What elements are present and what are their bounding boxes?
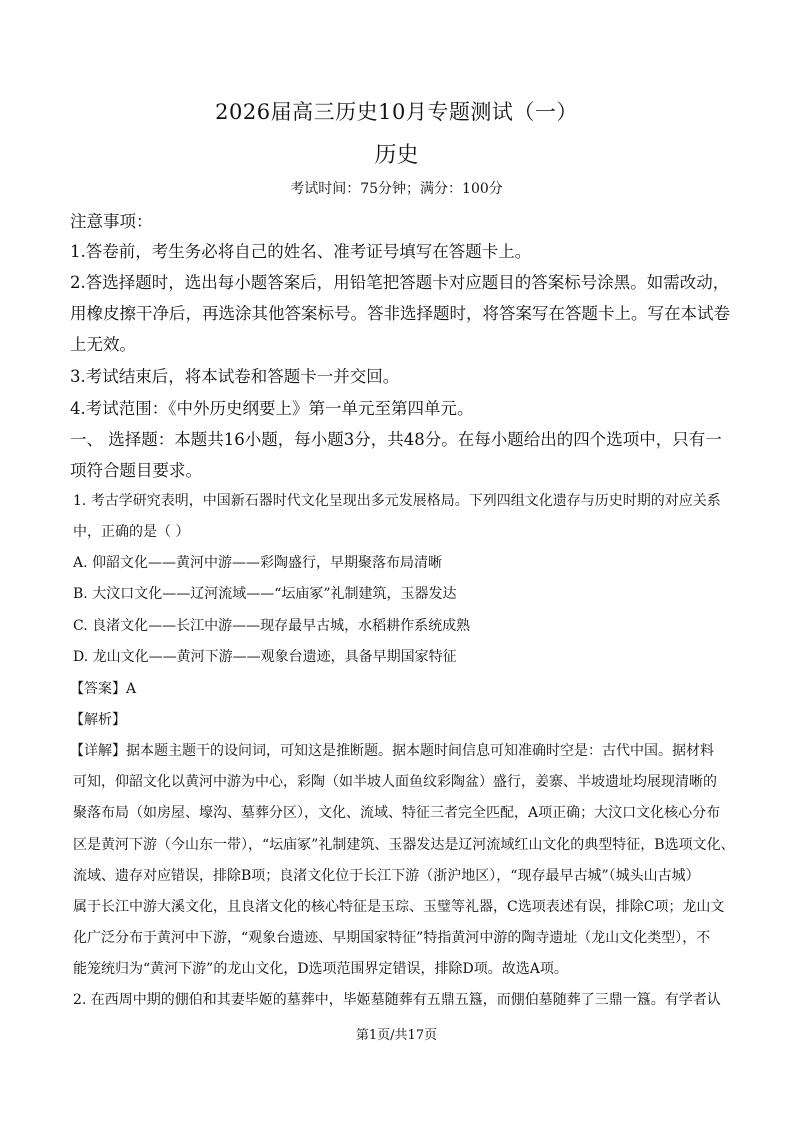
subject-title: 历史: [374, 143, 419, 168]
question-stem: 1. 考古学研究表明，中国新石器时代文化呈现出多元发展格局。下列四组文化遗存与历史时期的对应关系: [73, 493, 721, 509]
detail-line: 区是黄河下游（今山东一带），“坛庙冢”礼制建筑、玉器发达是辽河流域红山文化的典型特征，B选项文化、: [73, 837, 735, 853]
detail-line: 可知，仰韶文化以黄河中游为中心，彩陶（如半坡人面鱼纹彩陶盆）盛行，姜寨、半坡遗址均展现清晰的: [73, 774, 717, 790]
notice-line: 上无效。: [70, 335, 136, 354]
analysis-label: 【解析】: [70, 712, 126, 728]
question-stem: 中，正确的是（ ）: [73, 524, 190, 540]
notice-line: 3.考试结束后，将本试卷和答题卡一并交回。: [70, 367, 400, 386]
notice-line: 2.答选择题时，选出每小题答案后，用铅笔把答题卡对应题目的答案标号涂黑。如需改动，: [70, 273, 730, 292]
notice-line: 1.答卷前，考生务必将自己的姓名、准考证号填写在答题卡上。: [70, 242, 532, 261]
exam-info: 考试时间：75分钟；满分：100分: [290, 181, 503, 197]
answer-label: 【答案】A: [70, 681, 137, 697]
notice-line: 4.考试范围：《中外历史纲要上》第一单元至第四单元。: [70, 399, 474, 418]
detail-line: 化广泛分布于黄河中下游，“观象台遗迹、早期国家特征”特指黄河中游的陶寺遗址（龙山文化类型），不: [73, 930, 711, 946]
exam-title: 2026届高三历史10月专题测试（一）: [215, 100, 578, 124]
question-stem: 2. 在西周中期的倗伯和其妻毕姬的墓葬中，毕姬墓随葬有五鼎五簋，而倗伯墓随葬了三鼎一簋。有学者认: [73, 992, 721, 1008]
detail-line: 属于长江中游大溪文化，且良渚文化的核心特征是玉琮、玉璧等礼器，C选项表述有误，排除C项；龙山文: [73, 899, 725, 915]
detail-line: 聚落布局（如房屋、壕沟、墓葬分区），文化、流域、特征三者完全匹配，A项正确；大汶口文化核心分布: [73, 805, 721, 821]
section-heading: 一、 选择题：本题共16小题，每小题3分，共48分。在每小题给出的四个选项中，只有一: [70, 430, 722, 449]
detail-line: 【详解】据本题主题干的设问词，可知这是推断题。据本题时间信息可知准确时空是：古代中国。据材料: [70, 743, 714, 759]
option-c: C. 良渚文化——长江中游——现存最早古城，水稻耕作系统成熟: [73, 618, 471, 634]
section-heading: 项符合题目要求。: [70, 461, 202, 480]
option-d: D. 龙山文化——黄河下游——观象台遗迹，具备早期国家特征: [73, 649, 457, 665]
detail-line: 流域、遗存对应错误，排除B项；良渚文化位于长江下游（浙沪地区），“现存最早古城”（城头山古城）: [73, 868, 700, 884]
notice-line: 用橡皮擦干净后，再选涂其他答案标号。答非选择题时，将答案写在答题卡上。写在本试卷: [70, 304, 730, 323]
notice-heading: 注意事项：: [70, 212, 153, 231]
page-number: 第1页/共17页: [355, 1028, 438, 1043]
detail-line: 能笼统归为“黄河下游”的龙山文化，D选项范围界定错误，排除D项。故选A项。: [73, 961, 568, 977]
option-b: B. 大汶口文化——辽河流域——“坛庙冢”礼制建筑，玉器发达: [73, 586, 457, 602]
option-a: A. 仰韶文化——黄河中游——彩陶盛行，早期聚落布局清晰: [73, 555, 443, 571]
